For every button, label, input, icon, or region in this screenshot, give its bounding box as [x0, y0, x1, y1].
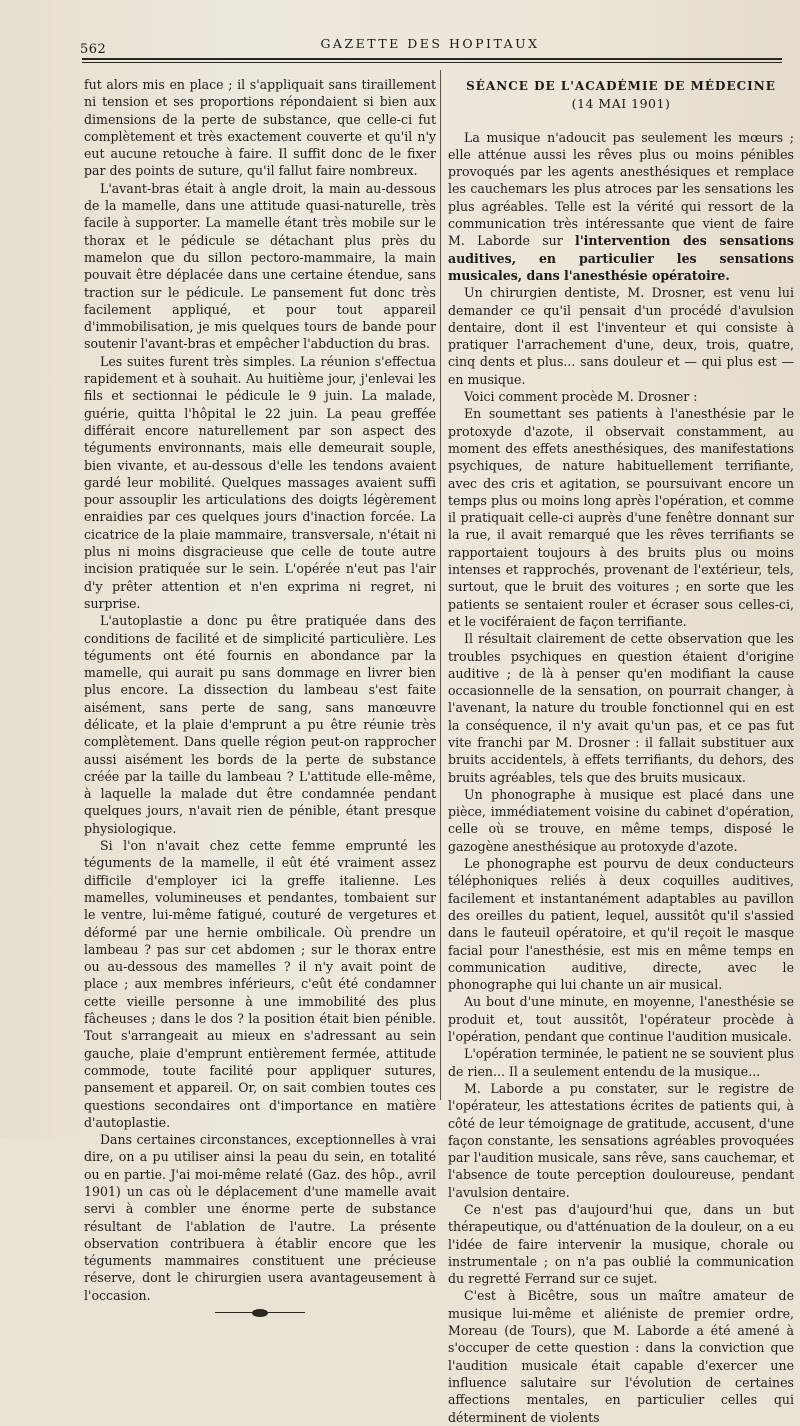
column-divider — [440, 70, 441, 1100]
intro-text: La musique n'adoucit pas seulement les mœurs ; elle atténue aussi les rêves plus ou moins pénibles provoqués par les agents anesthésiques et remplace les cauchemars les plus atroces par les sensations les plus agréables. Telle est la vérité qui ressort de la communication très intéressante que vient de faire M. Laborde sur — [448, 129, 794, 249]
paragraph: En soumettant ses patients à l'anesthésie par le protoxyde d'azote, il observait constamment, au moment des effets anesthésiques, des manifestations psychiques, de nature habituellement terrifiante, avec des cris et agitation, se poursuivant encore un temps plus ou moins long après l'opération, et comme il pratiquait celle-ci auprès d'une fenêtre donnant sur la rue, il avait remarqué que les rêves terrifiants se rapportaient toujours à des bruits plus ou moins intenses et rapprochés, provenant de l'extérieur, tels, surtout, que le bruit des voitures ; en sorte que les patients se sentaient rouler et écraser sous celles-ci, et le vociféraient de façon terrifiante. — [448, 406, 794, 629]
intro-paragraph — [448, 129, 794, 285]
left-column — [84, 76, 436, 1316]
paragraph: Les suites furent très simples. La réunion s'effectua rapidement et à souhait. Au huitième jour, j'enlevai les fils et sectionnai le pédicule le 9 juin. La malade, guérie, quitta l'hôpital le 22 juin. La peau greffée différait encore naturellement par son aspect des téguments environnants, mais elle demeurait souple, bien vivante, et au-dessous d'elle les tendons avaient gardé leur mobilité. Quelques massages avaient suffi pour assouplir les articulations des doigts légèrement enraidies par ces quelques jours d'inaction forcée. La cicatrice de la plaie mammaire, transversale, n'était ni plus ni moins disgracieuse que celle de toute autre incision pratiquée sur le sein. L'opérée n'eut pas l'air d'y prêter attention et n'en exprima ni regret, ni surprise. — [84, 353, 436, 611]
paragraph: Dans certaines circonstances, exceptionnelles à vrai dire, on a pu utiliser ainsi la peau du sein, en totalité ou en partie. J'ai moi-même relaté (Gaz. des hôp., avril 1901) un cas où le déplacement d'une mamelle avait servi à combler une énorme perte de substance résultant de l'ablation de l'autre. La présente observation contribuera à établir encore que les téguments mammaires constituent une précieuse réserve, dont le chirurgien usera avantageusement à l'occasion. — [84, 1132, 436, 1303]
right-column — [448, 76, 794, 1426]
intro-bold-text: l'intervention des sensations auditives, en particulier les sensations musicales, dans l'anesthésie opératoire. — [448, 233, 794, 283]
header-rule — [82, 58, 782, 63]
paragraph: L'opération terminée, le patient ne se souvient plus de rien... Il a seulement entendu de la musique... — [448, 1046, 794, 1079]
paragraph: L'autoplastie a donc pu être pratiquée dans des conditions de facilité et de simplicité particulière. Les téguments ont été fournis en abondance par la mamelle, qui aurait pu sans dommage en livrer bien plus encore. La dissection du lambeau s'est faite aisément, sans perte de sang, sans manœuvre délicate, et la plaie d'emprunt a pu être réunie très complètement. Dans quelle région peut-on rapprocher aussi aisément les bords de la perte de substance créée par la taille du lambeau ? L'attitude elle-même, à laquelle la malade dut être condamnée pendant quelques jours, n'avait rien de pénible, étant presque physiologique. — [84, 613, 436, 836]
paragraph: Ce n'est pas d'aujourd'hui que, dans un but thérapeutique, ou d'atténuation de la douleur, on a eu l'idée de faire intervenir la musique, chorale ou instrumentale ; on n'a pas oublié la communication du regretté Ferrand sur ce sujet. — [448, 1202, 794, 1287]
paragraph: Un chirurgien dentiste, M. Drosner, est venu lui demander ce qu'il pensait d'un procédé d'avulsion dentaire, dont il est l'inventeur et qui consiste à pratiquer l'arrachement d'une, deux, trois, quatre, cinq dents et plus... sans douleur et — qui plus est — en musique. — [448, 285, 794, 387]
paragraph: Au bout d'une minute, en moyenne, l'anesthésie se produit et, tout aussitôt, l'opérateur procède à l'opération, pendant que continue l'audition musicale. — [448, 994, 794, 1045]
section-title: SÉANCE DE L'ACADÉMIE DE MÉDECINE — [466, 79, 776, 93]
paragraph: M. Laborde a pu constater, sur le registre de l'opérateur, les attestations écrites de patients qui, à côté de leur témoignage de gratitude, accusent, d'une façon constante, les sensations agréables provoquées par l'audition musicale, sans rêve, sans cauchemar, et l'absence de toute perception douloureuse, pendant l'avulsion dentaire. — [448, 1080, 794, 1200]
paragraph: Un phonographe à musique est placé dans une pièce, immédiatement voisine du cabinet d'opération, celle où se trouve, en même temps, disposé le gazogène anesthésique au protoxyde d'azote. — [448, 786, 794, 854]
paragraph: Si l'on n'avait chez cette femme emprunté les téguments de la mamelle, il eût été vraiment assez difficile d'employer ici la greffe italienne. Les mamelles, volumineuses et pendantes, tombaient sur le ventre, lui-même fatigué, couturé de vergetures et déformé par une hernie ombilicale. Où prendre un lambeau ? pas sur cet abdomen ; sur le thorax entre ou au-dessous des mamelles ? il n'y avait point de place ; aux membres inférieurs, c'eût été condamner cette vieille personne à une immobilité des plus fâcheuses ; dans le dos ? la position était bien pénible. Tout s'arrangeait au mieux en s'adressant au sein gauche, plaie d'emprunt entièrement fermée, attitude commode, toute facilité pour appliquer sutures, pansement et appareil. Or, on sait combien toutes ces questions secondaires ont d'importance en matière d'autoplastie. — [84, 838, 436, 1130]
paragraph: C'est à Bicêtre, sous un maître amateur de musique lui-même et aliéniste de premier ordre, Moreau (de Tours), que M. Laborde a été amené à s'occuper de cette question : dans la conviction que l'audition musicale était capable d'exercer une influence salutaire sur l'évolution de certaines affections mentales, en particulier celles qui déterminent de violents — [448, 1288, 794, 1425]
page-header — [80, 34, 780, 56]
paragraph: Il résultait clairement de cette observation que les troubles psychiques en question étaient d'origine auditive ; de là à penser qu'en modifiant la cause occasionnelle de la sensation, on pourrait changer, à l'avenant, la nature du trouble fonctionnel qui en est la conséquence, il n'y avait qu'un pas, et ce pas fut vite franchi par M. Drosner : il fallait substituer aux bruits accidentels, à effets terrifiants, du dehors, des bruits agréables, tels que des bruits musicaux. — [448, 631, 794, 785]
paragraph: Voici comment procède M. Drosner : — [464, 389, 698, 405]
page-number: 562 — [80, 42, 107, 57]
paragraph: L'avant-bras était à angle droit, la main au-dessous de la mamelle, dans une attitude quasi-naturelle, très facile à supporter. La mamelle étant très mobile sur le thorax et le pédicule se détachant plus près du mamelon que du sillon pectoro-mammaire, la main pouvait être déplacée dans une certaine étendue, sans traction sur le pédicule. Le pansement fut donc très facilement appliqué, et pour tout appareil d'immobilisation, je mis quelques tours de bande pour soutenir l'avant-bras et empêcher l'abduction du bras. — [84, 180, 436, 352]
end-ornament — [215, 1310, 305, 1316]
paragraph: fut alors mis en place ; il s'appliquait sans tiraillement ni tension et ses proportions répondaient si bien aux dimensions de la perte de substance, que celle-ci fut complètement et très exactement couverte et qu'il n'y eut aucune retouche à faire. Il suffit donc de le fixer par des points de suture, qu'il fallut faire nombreux. — [84, 77, 436, 179]
section-date: (14 MAI 1901) — [571, 96, 671, 112]
paragraph: Le phonographe est pourvu de deux conducteurs téléphoniques reliés à deux coquilles auditives, facilement et instantanément adaptables au pavillon des oreilles du patient, lequel, aussitôt qu'il s'assied dans le fauteuil opératoire, et qu'il reçoit le masque facial pour l'anesthésie, est mis en même temps en communication auditive, directe, avec le phonographe qui lui chante un air musical. — [448, 856, 794, 993]
running-title: GAZETTE DES HOPITAUX — [320, 36, 540, 51]
